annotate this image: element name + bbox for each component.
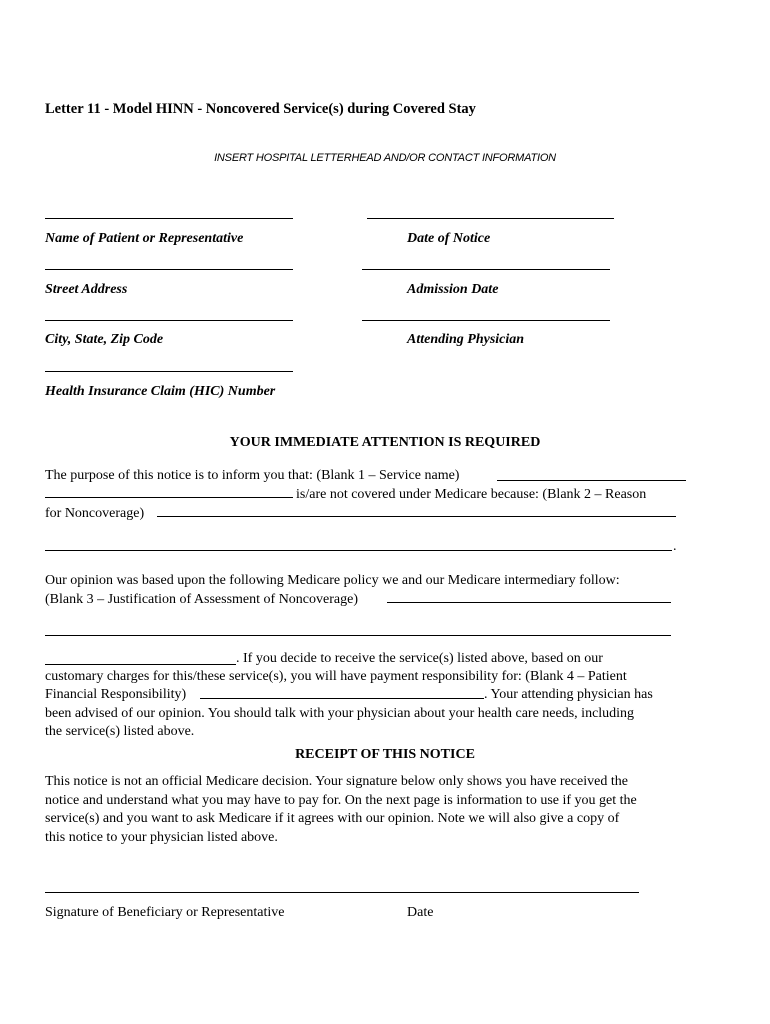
hic-number-label: Health Insurance Claim (HIC) Number — [45, 384, 276, 399]
patient-name-line[interactable] — [45, 218, 293, 219]
responsibility-line-5: the service(s) listed above. — [45, 724, 195, 739]
responsibility-line-1: . If you decide to receive the service(s) listed above, based on our — [236, 651, 603, 666]
city-state-zip-line[interactable] — [45, 320, 293, 321]
signature-label: Signature of Beneficiary or Representative — [45, 905, 285, 920]
purpose-line-3: for Noncoverage) — [45, 506, 145, 521]
responsibility-line-2: customary charges for this/these service(s), you will have payment responsibility for: (Blank 4 – Patient — [45, 669, 627, 684]
admission-date-line[interactable] — [362, 269, 610, 270]
street-address-label: Street Address — [45, 282, 128, 297]
receipt-line-2: notice and understand what you may have to pay for. On the next page is information to use if you get the — [45, 793, 637, 808]
blank-3-justification-end[interactable] — [45, 664, 236, 665]
opinion-line-2: (Blank 3 – Justification of Assessment of Noncoverage) — [45, 592, 358, 607]
blank-3-justification[interactable] — [387, 602, 671, 603]
blank-2-reason-cont[interactable] — [45, 550, 672, 551]
receipt-heading: RECEIPT OF THIS NOTICE — [295, 747, 475, 762]
attending-physician-line[interactable] — [362, 320, 610, 321]
signature-date-label: Date — [407, 905, 434, 920]
letterhead-placeholder: INSERT HOSPITAL LETTERHEAD AND/OR CONTACT INFORMATION — [214, 152, 556, 164]
hic-number-line[interactable] — [45, 371, 293, 372]
blank-2-reason[interactable] — [157, 516, 676, 517]
purpose-end-period: . — [673, 539, 677, 554]
blank-3-justification-cont[interactable] — [45, 635, 671, 636]
opinion-line-1: Our opinion was based upon the following Medicare policy we and our Medicare intermediary follow: — [45, 573, 620, 588]
responsibility-line-3b: . Your attending physician has — [484, 687, 653, 702]
street-address-line[interactable] — [45, 269, 293, 270]
document-title: Letter 11 - Model HINN - Noncovered Service(s) during Covered Stay — [45, 101, 476, 117]
purpose-line-1: The purpose of this notice is to inform you that: (Blank 1 – Service name) — [45, 468, 460, 483]
responsibility-line-3a: Financial Responsibility) — [45, 687, 187, 702]
admission-date-label: Admission Date — [407, 282, 499, 297]
attention-heading: YOUR IMMEDIATE ATTENTION IS REQUIRED — [229, 435, 541, 450]
attending-physician-label: Attending Physician — [407, 332, 525, 347]
city-state-zip-label: City, State, Zip Code — [45, 332, 164, 347]
receipt-line-1: This notice is not an official Medicare decision. Your signature below only shows you have received the — [45, 774, 628, 789]
date-of-notice-line[interactable] — [367, 218, 614, 219]
blank-4-financial-responsibility[interactable] — [200, 698, 484, 699]
receipt-line-4: this notice to your physician listed above. — [45, 830, 278, 845]
signature-line[interactable] — [45, 892, 639, 893]
responsibility-line-4: been advised of our opinion. You should talk with your physician about your health care needs, including — [45, 706, 635, 721]
patient-name-label: Name of Patient or Representative — [45, 231, 244, 246]
blank-1-service-name[interactable] — [497, 480, 686, 481]
blank-1-service-name-cont[interactable] — [45, 497, 293, 498]
receipt-line-3: service(s) and you want to ask Medicare if it agrees with our opinion. Note we will also give a copy of — [45, 811, 620, 826]
date-of-notice-label: Date of Notice — [407, 231, 491, 246]
purpose-line-2: is/are not covered under Medicare because: (Blank 2 – Reason — [296, 487, 647, 502]
